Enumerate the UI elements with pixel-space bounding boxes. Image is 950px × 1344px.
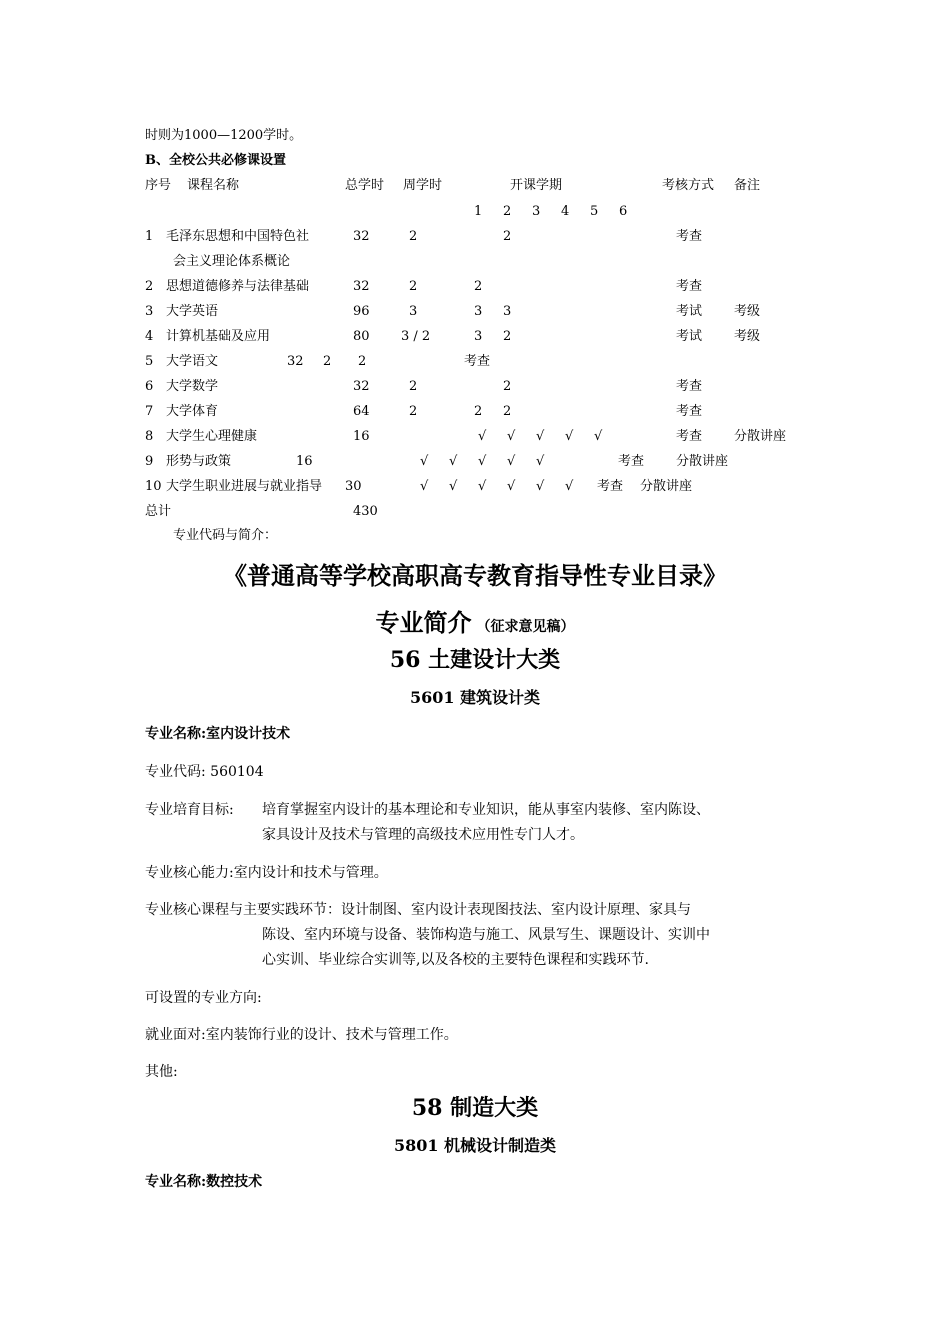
major1-code-row — [145, 763, 264, 781]
category-58-heading: 58 制造大类 — [411, 1095, 539, 1121]
row-check: √ — [507, 429, 516, 444]
row-semester: 2 — [474, 404, 483, 419]
row-check: √ — [565, 429, 574, 444]
major1-core-course-label: 专业核心课程与主要实践环节： — [145, 902, 341, 918]
row-seq: 2 — [145, 279, 154, 294]
header-remark: 备注 — [734, 178, 761, 193]
row-check: √ — [449, 479, 458, 494]
semester-number: 4 — [561, 204, 570, 219]
semester-number: 5 — [590, 204, 599, 219]
row-seq: 8 — [145, 429, 154, 444]
row-seq: 4 — [145, 329, 154, 344]
subtitle-note: （征求意见稿） — [476, 619, 575, 635]
row-total: 32 — [353, 229, 370, 244]
row-name: 大学生心理健康 — [166, 429, 258, 444]
row-check: √ — [478, 429, 487, 444]
section-b-title: B、全校公共必修课设置 — [145, 153, 286, 168]
row-semester: 2 — [358, 354, 367, 369]
row-assessment: 考查 — [676, 429, 703, 444]
row-name-continued: 会主义理论体系概论 — [173, 254, 291, 269]
row-total: 32 — [353, 279, 370, 294]
subcategory-5601-heading: 5601 建筑设计类 — [409, 688, 541, 707]
row-assessment: 考查 — [676, 404, 703, 419]
row-seq: 9 — [145, 454, 154, 469]
row-name: 大学数学 — [166, 379, 219, 394]
header-weekly-hours: 周学时 — [403, 178, 443, 193]
row-name: 思想道德修养与法律基础 — [166, 279, 310, 294]
row-total: 64 — [353, 404, 370, 419]
major1-core-ability: 室内设计和技术与管理。 — [233, 865, 388, 881]
row-remark: 考级 — [734, 304, 761, 319]
semester-number: 6 — [619, 204, 628, 219]
major1-goal-label: 专业培育目标: — [145, 802, 234, 818]
row-check: √ — [507, 479, 516, 494]
row-weekly: 2 — [409, 279, 418, 294]
row-check: √ — [420, 479, 429, 494]
row-weekly: 2 — [409, 229, 418, 244]
subcategory-5801-heading: 5801 机械设计制造类 — [393, 1136, 557, 1155]
major1-name-label: 专业名称: — [145, 726, 207, 742]
semester-number: 1 — [474, 204, 483, 219]
major1-goal-line2: 家具设计及技术与管理的高级技术应用性专门人才。 — [262, 827, 584, 843]
major1-core-course-row — [145, 901, 691, 919]
row-seq: 3 — [145, 304, 154, 319]
major2-name: 数控技术 — [206, 1174, 263, 1190]
row-semester: 3 — [474, 304, 483, 319]
row-assessment: 考查 — [464, 354, 491, 369]
major1-name: 室内设计技术 — [206, 726, 291, 742]
row-weekly: 2 — [409, 404, 418, 419]
major1-core-ability-row — [145, 864, 388, 882]
row-assessment: 考查 — [676, 229, 703, 244]
row-name: 毛泽东思想和中国特色社 — [166, 229, 310, 244]
row-assessment: 考查 — [597, 479, 624, 494]
row-check: √ — [536, 429, 545, 444]
major1-core-course-line1: 设计制图、室内设计表现图技法、室内设计原理、家具与 — [341, 902, 691, 918]
major1-goal-line1: 培育掌握室内设计的基本理论和专业知识，能从事室内装修、室内陈设、 — [262, 802, 710, 818]
major1-core-course-line3: 心实训、毕业综合实训等,以及各校的主要特色课程和实践环节. — [262, 952, 649, 968]
row-check: √ — [594, 429, 603, 444]
semester-number: 2 — [503, 204, 512, 219]
row-seq: 10 — [145, 479, 162, 494]
row-seq: 5 — [145, 354, 154, 369]
row-semester: 2 — [503, 229, 512, 244]
header-seq: 序号 — [145, 178, 172, 193]
row-name: 形势与政策 — [166, 454, 232, 469]
major1-name-row — [145, 725, 290, 743]
row-semester: 2 — [503, 404, 512, 419]
row-check: √ — [478, 479, 487, 494]
row-check: √ — [536, 479, 545, 494]
row-remark: 考级 — [734, 329, 761, 344]
row-semester: 3 — [503, 304, 512, 319]
row-name: 大学体育 — [166, 404, 219, 419]
row-semester: 2 — [503, 379, 512, 394]
row-weekly: 3 — [409, 304, 418, 319]
row-weekly: 2 — [409, 379, 418, 394]
row-assessment: 考试 — [676, 304, 703, 319]
row-remark: 分散讲座 — [640, 479, 693, 494]
major1-code-label: 专业代码: — [145, 764, 206, 780]
semester-number: 3 — [532, 204, 541, 219]
row-assessment: 考试 — [676, 329, 703, 344]
subtitle: 专业简介 — [375, 608, 472, 637]
header-name: 课程名称 — [187, 178, 240, 193]
row-name: 大学语文 — [166, 354, 219, 369]
row-assessment: 考查 — [676, 379, 703, 394]
total-value: 430 — [353, 504, 378, 519]
header-semester: 开课学期 — [510, 178, 563, 193]
row-total: 16 — [353, 429, 370, 444]
major1-core-ability-label: 专业核心能力: — [145, 865, 234, 881]
row-semester: 2 — [474, 279, 483, 294]
major2-name-row — [145, 1173, 262, 1191]
row-name: 大学生职业进展与就业指导 — [166, 479, 323, 494]
row-semester: 2 — [503, 329, 512, 344]
row-total: 30 — [345, 479, 362, 494]
row-check: √ — [478, 454, 487, 469]
row-assessment: 考查 — [618, 454, 645, 469]
major1-core-course-line2: 陈设、室内环境与设备、装饰构造与施工、风景写生、课题设计、实训中 — [262, 927, 710, 943]
row-weekly: 3 / 2 — [401, 329, 431, 344]
row-seq: 1 — [145, 229, 154, 244]
main-title: 《普通高等学校高职高专教育指导性专业目录》 — [223, 561, 727, 590]
row-total: 96 — [353, 304, 370, 319]
major1-code: 560104 — [210, 764, 264, 780]
row-total: 32 — [353, 379, 370, 394]
row-assessment: 考查 — [676, 279, 703, 294]
major1-direction-label: 可设置的专业方向: — [145, 990, 262, 1006]
intro-line: 时则为1000—1200学时。 — [145, 128, 303, 143]
row-check: √ — [449, 454, 458, 469]
major2-name-label: 专业名称: — [145, 1174, 207, 1190]
row-total: 16 — [296, 454, 313, 469]
code-intro-line: 专业代码与简介： — [173, 528, 278, 543]
row-remark: 分散讲座 — [676, 454, 729, 469]
row-total: 80 — [353, 329, 370, 344]
major1-other-label: 其他: — [145, 1064, 178, 1080]
row-total: 32 — [287, 354, 304, 369]
row-semester: 3 — [474, 329, 483, 344]
row-remark: 分散讲座 — [734, 429, 787, 444]
header-total-hours: 总学时 — [345, 178, 385, 193]
category-56-heading: 56 土建设计大类 — [389, 647, 561, 673]
row-check: √ — [536, 454, 545, 469]
major1-employment: 室内装饰行业的设计、技术与管理工作。 — [205, 1027, 458, 1043]
row-check: √ — [420, 454, 429, 469]
row-seq: 7 — [145, 404, 154, 419]
row-name: 计算机基础及应用 — [166, 329, 271, 344]
row-seq: 6 — [145, 379, 154, 394]
header-assessment: 考核方式 — [662, 178, 715, 193]
row-check: √ — [565, 479, 574, 494]
subtitle-block — [0, 608, 950, 642]
major1-employment-label: 就业面对: — [145, 1027, 206, 1043]
total-label: 总计 — [145, 504, 172, 519]
row-check: √ — [507, 454, 516, 469]
row-weekly: 2 — [323, 354, 332, 369]
major1-employment-row — [145, 1026, 458, 1044]
row-name: 大学英语 — [166, 304, 219, 319]
